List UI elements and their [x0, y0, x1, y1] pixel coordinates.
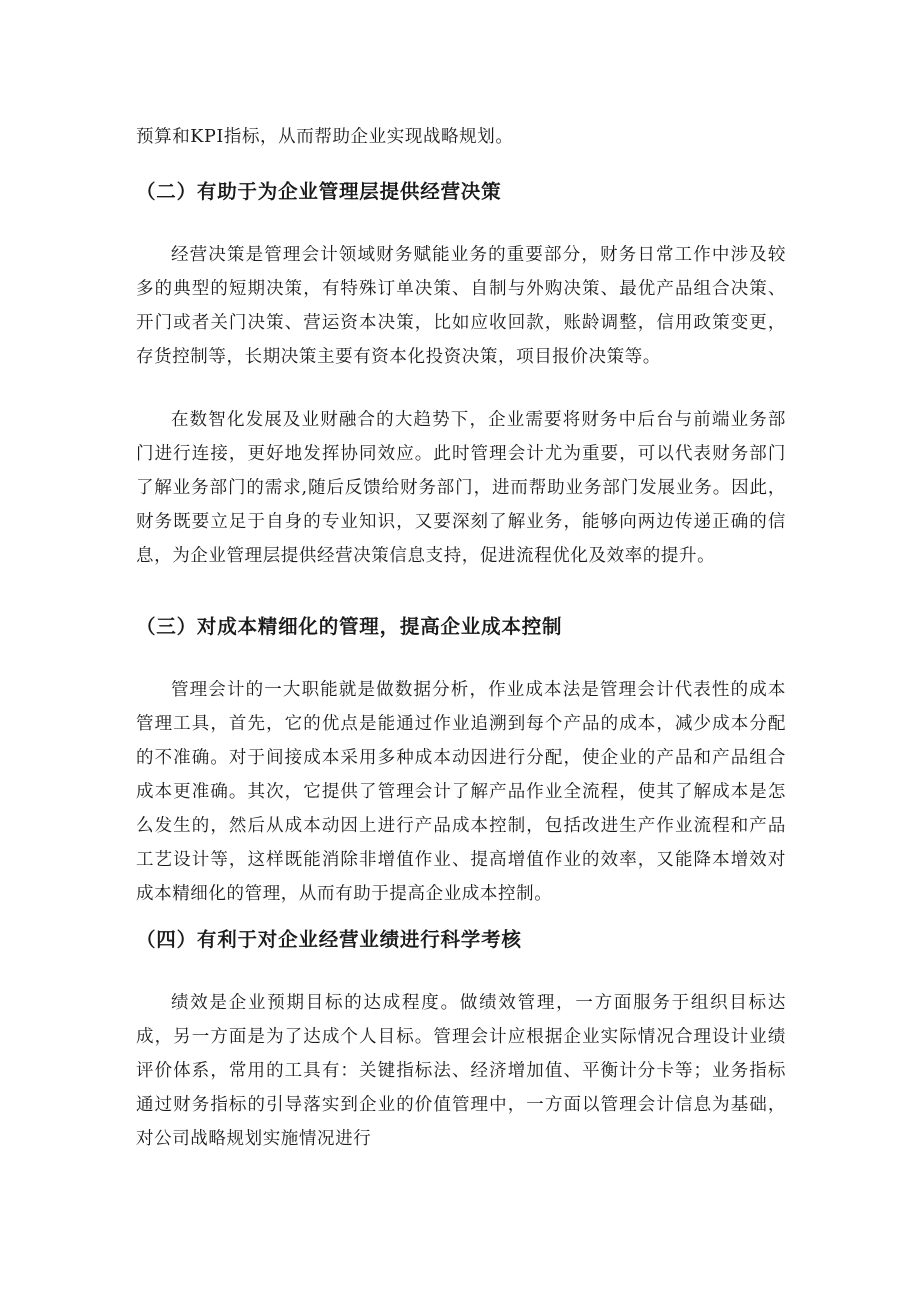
section-heading-4: （四）有利于对企业经营业绩进行科学考核	[136, 928, 522, 951]
section-4-paragraph-1: 绩效是企业预期目标的达成程度。做绩效管理，一方面服务于组织目标达成，另一方面是为了达成个人目标。管理会计应根据企业实际情况合理设计业绩评价体系，常用的工具有：关键指标法、经济增加值、平衡计分卡等；业务指标通过财务指标的引导落实到企业的价值管理中，一方面以管理会计信息为基础，对公司战略规划实施情况进行	[136, 993, 786, 1149]
section-3-paragraph-1: 管理会计的一大职能就是做数据分析，作业成本法是管理会计代表性的成本管理工具，首先，它的优点是能通过作业追溯到每个产品的成本，减少成本分配的不准确。对于间接成本采用多种成本动因进行分配，使企业的产品和产品组合成本更准确。其次，它提供了管理会计了解产品作业全流程，使其了解成本是怎么发生的，然后从成本动因上进行产品成本控制，包括改进生产作业流程和产品工艺设计等，这样既能消除非增值作业、提高增值作业的效率，又能降本增效对成本精细化的管理，从而有助于提高企业成本控制。	[136, 680, 786, 904]
section-heading-3: （三）对成本精细化的管理，提高企业成本控制	[136, 615, 563, 638]
section-2-paragraph-2: 在数智化发展及业财融合的大趋势下，企业需要将财务中后台与前端业务部门进行连接，更好地发挥协同效应。此时管理会计尤为重要，可以代表财务部门了解业务部门的需求,随后反馈给财务部门，进而帮助业务部门发展业务。因此，财务既要立足于自身的专业知识，又要深刻了解业务，能够向两边传递正确的信息，为企业管理层提供经营决策信息支持，促进流程优化及效率的提升。	[136, 410, 786, 566]
section-heading-2: （二）有助于为企业管理层提供经营决策	[136, 180, 502, 203]
continued-paragraph: 预算和KPI指标，从而帮助企业实现战略规划。	[136, 127, 514, 147]
section-2-paragraph-1: 经营决策是管理会计领域财务赋能业务的重要部分，财务日常工作中涉及较多的典型的短期决策，有特殊订单决策、自制与外购决策、最优产品组合决策、开门或者关门决策、营运资本决策，比如应收回款，账龄调整，信用政策变更，存货控制等，长期决策主要有资本化投资决策，项目报价决策等。	[136, 245, 786, 367]
